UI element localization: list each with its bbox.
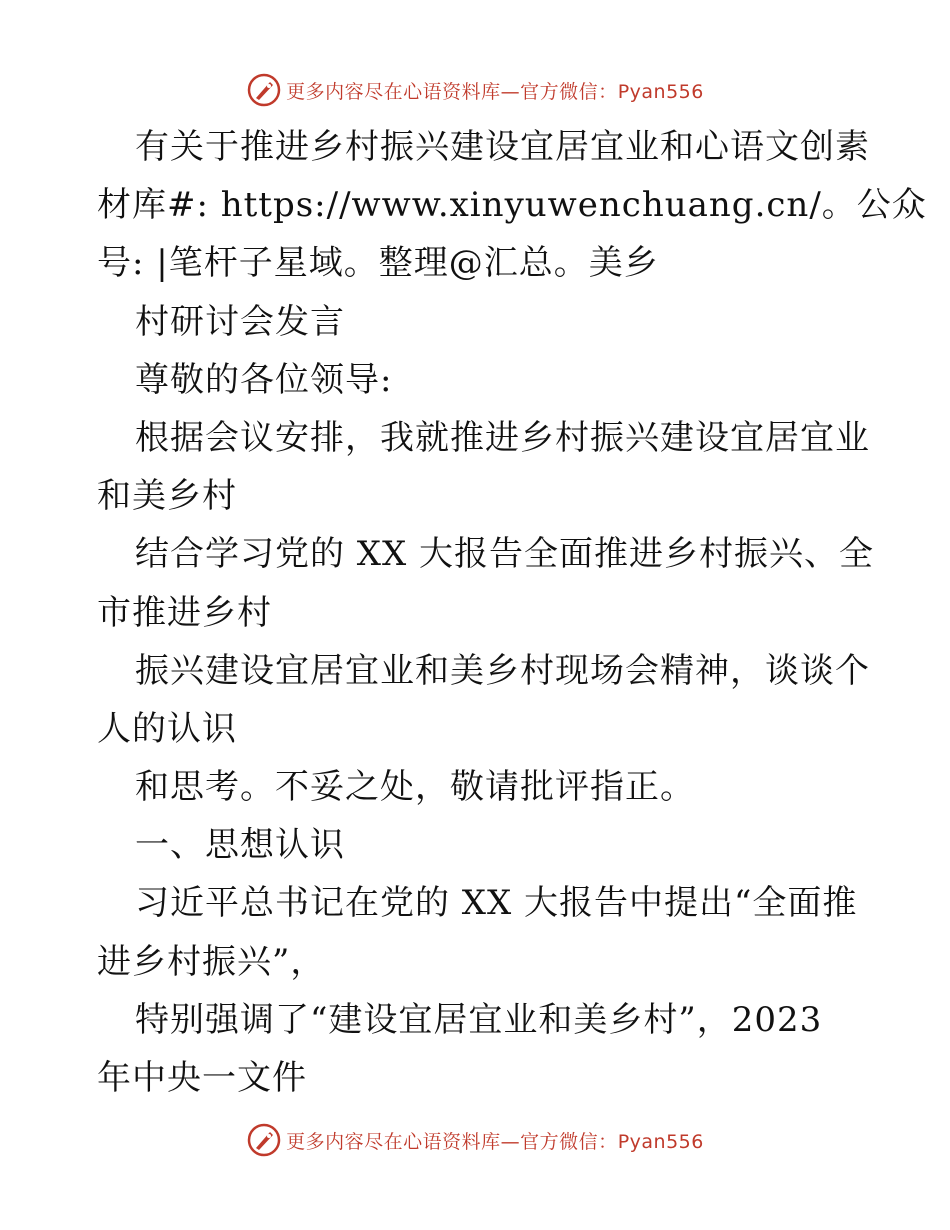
- document-body: [97, 118, 927, 1107]
- text-line: 结合学习党的 XX 大报告全面推进乡村振兴、全: [135, 534, 875, 575]
- watermark-wechat-label: 官方微信：: [520, 80, 618, 103]
- text-line: 特别强调了“建设宜居宜业和美乡村”，2023: [135, 999, 823, 1040]
- text-line: 号: |笔杆子星域。整理@汇总。美乡: [97, 243, 659, 284]
- watermark-text: [286, 1127, 704, 1154]
- text-line: 和美乡村: [97, 476, 237, 517]
- text-line: 村研讨会发言: [135, 301, 345, 342]
- text-line: 进乡村振兴”，: [97, 941, 326, 982]
- watermark-banner-bottom: [0, 1118, 950, 1162]
- pen-nib-logo-icon: [246, 72, 282, 108]
- text-line: 尊敬的各位领导:: [135, 359, 393, 400]
- text-line: 根据会议安排，我就推进乡村振兴建设宜居宜业: [135, 417, 870, 458]
- text-line: 和思考。不妥之处，敬请批评指正。: [135, 767, 695, 808]
- text-line: 有关于推进乡村振兴建设宜居宜业和心语文创素: [135, 127, 870, 167]
- section-heading: 一、思想认识: [135, 825, 345, 866]
- watermark-separator: —: [500, 1130, 521, 1153]
- watermark-main: 更多内容尽在心语资料库: [286, 80, 501, 103]
- text-line: 振兴建设宜居宜业和美乡村现场会精神，谈谈个: [135, 650, 870, 691]
- text-line: 习近平总书记在党的 XX 大报告中提出“全面推: [135, 883, 858, 924]
- watermark-wechat-id: Pyan556: [617, 80, 704, 103]
- text-line: 材库#: https://www.xinyuwenchuang.cn/。公众: [97, 185, 927, 226]
- watermark-banner-top: [0, 68, 950, 112]
- text-line: 人的认识: [97, 708, 237, 749]
- watermark-wechat-label: 官方微信：: [520, 1130, 618, 1153]
- watermark-wechat-id: Pyan556: [617, 1130, 704, 1153]
- watermark-main: 更多内容尽在心语资料库: [286, 1130, 501, 1153]
- text-line: 年中央一文件: [97, 1058, 307, 1098]
- watermark-text: [286, 77, 704, 104]
- pen-nib-logo-icon: [246, 1122, 282, 1158]
- watermark-separator: —: [500, 80, 521, 103]
- text-line: 市推进乡村: [97, 592, 272, 633]
